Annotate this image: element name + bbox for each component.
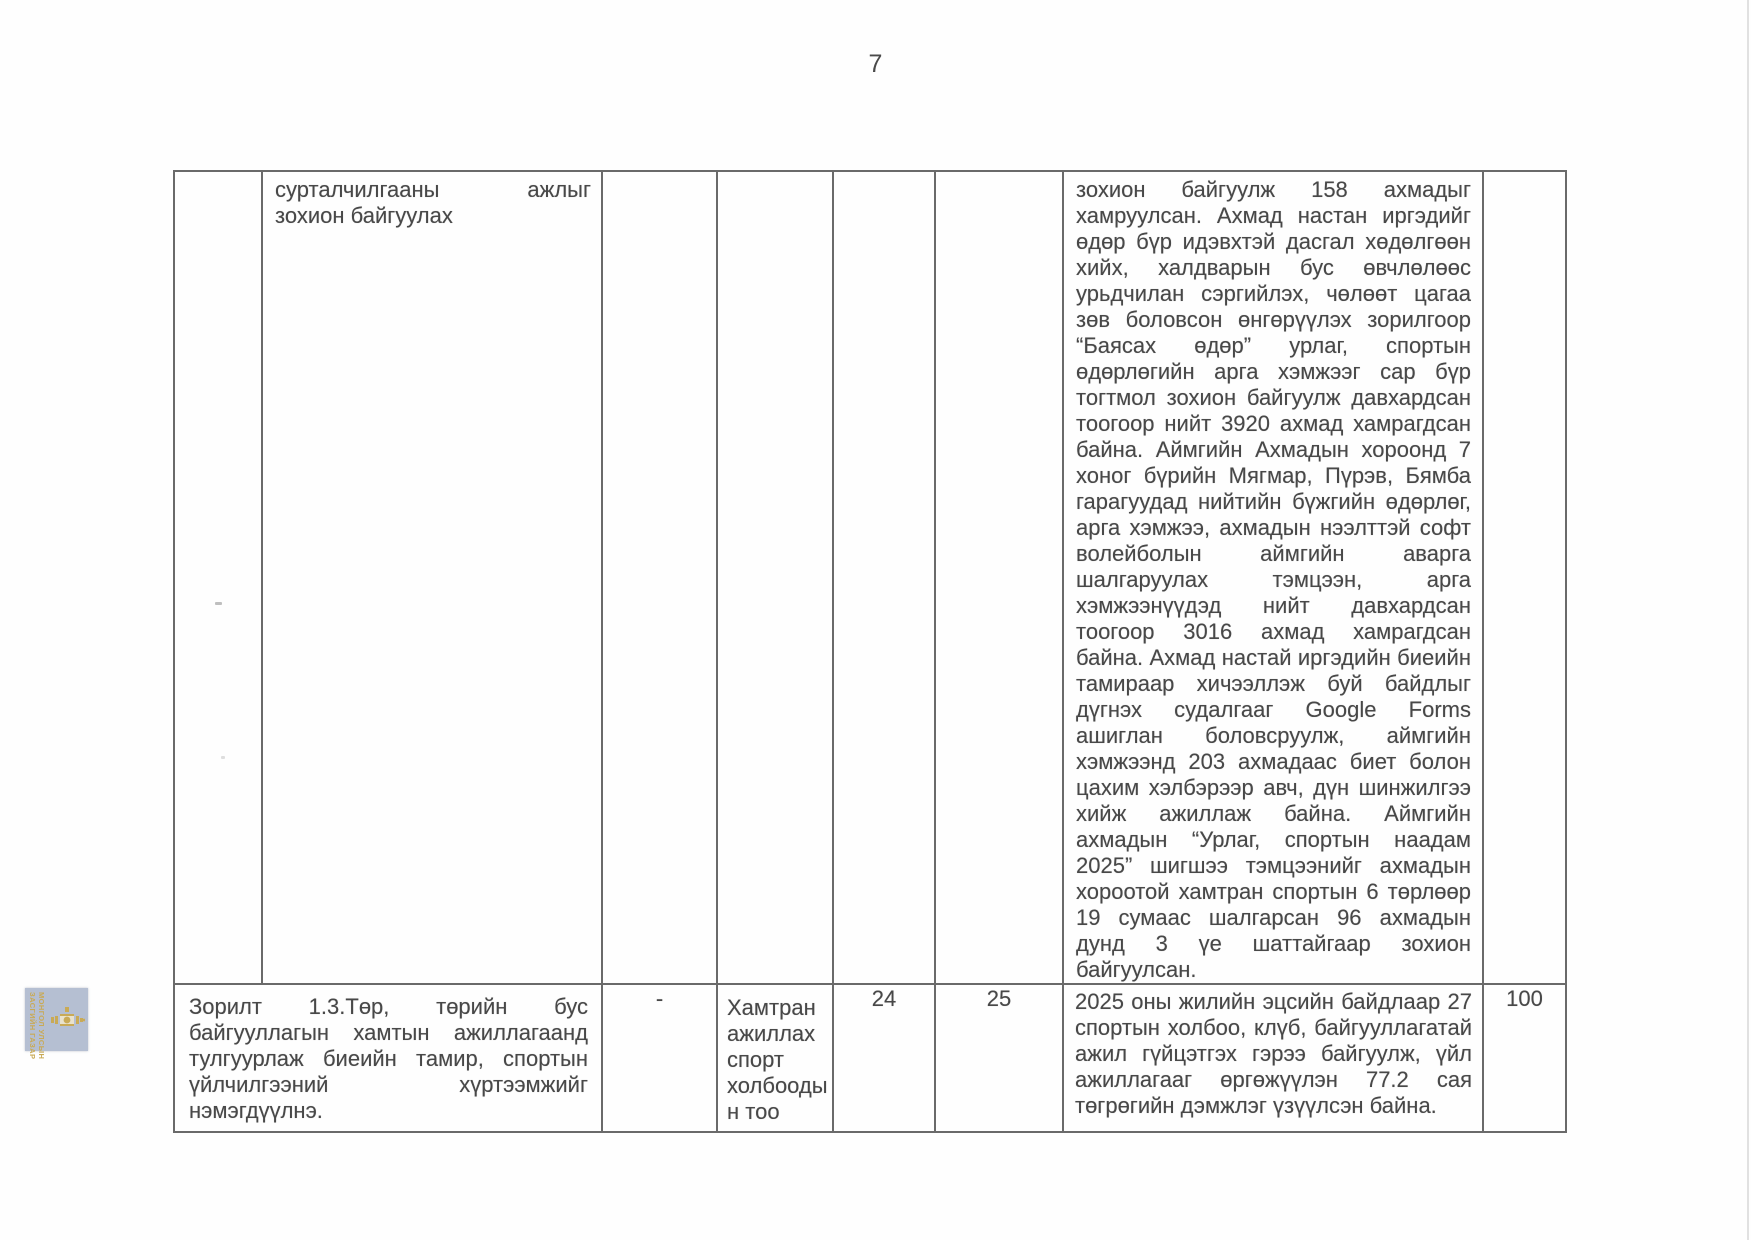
table-row — [174, 171, 1566, 984]
logo-text: ЗАСГИЙН ГАЗАР — [28, 992, 37, 1060]
cell-activity-text — [262, 171, 602, 984]
cell-score-value: 100 — [1483, 984, 1566, 1132]
cell-actual-value: 25 — [935, 984, 1063, 1132]
cell-performance-result: зохион байгуулж 158 ахмадыг хамруулсан. Ахмад настан иргэдийг өдөр бүр идэвхтэй дасгал хөдөлгөөн хийх, халдварын бус өвчлөлөөс урьдчилан сэргийлэх, чөлөөт цагаа зөв боловсон өнгөрүүлэх зорилгоор “Баясах өдөр” урлаг, спортын өдөрлөгийн арга хэмжээг сар бүр тогтмол зохион байгуулж давхардсан тоогоор нийт 3920 ахмад хамрагдсан байна. Аймгийн Ахмадын хороонд 7 хоног бүрийн Мягмар, Пүрэв, Бямба гарагуудад нийтийн бүжгийн өдөрлөг, арга хэмжээ, ахмадын нээлттэй софт волейболын аймгийн аварга шалгаруулах тэмцээн, арга хэмжээнүүдэд нийт давхардсан тоогоор 3016 ахмад хамрагдсан байна. Ахмад настай иргэдийн биеийн тамираар хичээллэж буй байдлыг дүгнэх судалгааг Google Forms ашиглан боловсруулж, аймгийн хэмжээнд 203 ахмадаас биет болон цахим хэлбэрээр авч, дүн шинжилгээ хийж ажиллаж байна. Аймгийн ахмадын “Урлаг, спортын наадам 2025” шигшээ тэмцээнийг ахмадын хороотой хамтран спортын 6 төрлөөр 19 сумаас шалгарсан 96 ахмадын дунд 3 үе шаттайгаар зохион байгуулсан. — [1063, 171, 1483, 984]
cell-indicator: Хамтран ажиллах спорт холбоодын тоо — [717, 984, 833, 1132]
cell-baseline: - — [602, 984, 717, 1132]
cell-index-empty — [174, 171, 262, 984]
cell-empty — [935, 171, 1063, 984]
scan-speck — [215, 602, 222, 605]
logo-text: МОНГОЛ УЛСЫН — [37, 992, 46, 1060]
cell-performance-result: 2025 оны жилийн эцсийн байдлаар 27 спортын холбоо, клүб, байгууллагатай ажил гүйцэтгэх гэрээ байгуулж, үйл ажиллагааг өргөжүүлэн 77.2 сая төгрөгийн дэмжлэг үзүүлсэн байна. — [1063, 984, 1483, 1132]
table-row — [174, 984, 1566, 1132]
cell-empty — [717, 171, 833, 984]
scan-edge-shadow — [1747, 0, 1749, 1240]
soyombo-emblem-icon — [51, 1007, 85, 1033]
cell-target-value: 24 — [833, 984, 935, 1132]
performance-report-table — [173, 170, 1567, 1133]
scan-speck — [221, 756, 225, 759]
cell-empty — [1483, 171, 1566, 984]
activity-line: сурталчилгааны ажлыг — [275, 177, 591, 202]
cell-objective: Зорилт 1.3.Төр, төрийн бус байгууллагын хамтын ажиллагаанд тулгуурлаж биеийн тамир, спортын үйлчилгээний хүртээмжийг нэмэгдүүлнэ. — [174, 984, 602, 1132]
government-watermark-logo — [25, 988, 88, 1060]
cell-empty — [833, 171, 935, 984]
page-number: 7 — [868, 50, 883, 78]
activity-line: зохион байгуулах — [275, 203, 453, 228]
cell-empty — [602, 171, 717, 984]
